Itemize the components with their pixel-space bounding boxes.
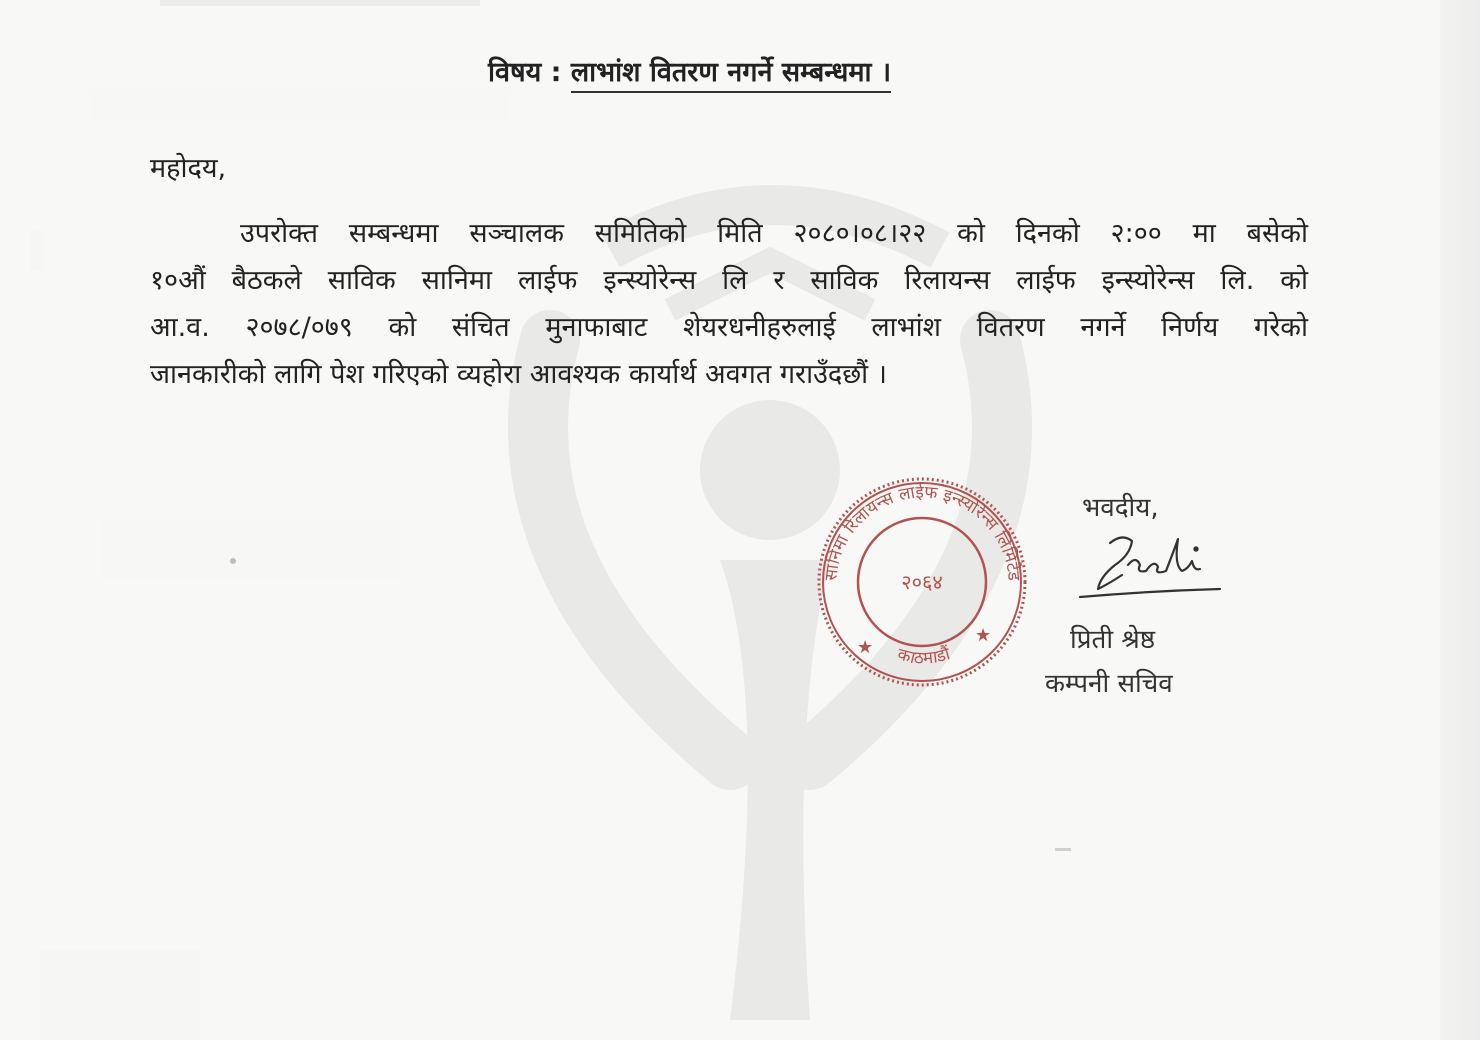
stamp-ring-text: सानिमा रिलायन्स लाईफ इन्स्योरेन्स लिमिटेड (821, 482, 1024, 582)
stamp-star-left: ★ (857, 637, 874, 658)
handwritten-signature (1070, 525, 1230, 605)
body-line-1: उपरोक्त सम्बन्धमा सञ्चालक समितिको मिति २०८०।०८।२२ को दिनको २:०० मा बसेको (240, 218, 1308, 249)
company-seal-stamp (815, 475, 1030, 690)
letter-subject (488, 52, 891, 89)
salutation: महोदय, (150, 153, 227, 184)
subject-label: विषय : (488, 57, 562, 88)
signer-title: कम्पनी सचिव (1045, 669, 1173, 699)
stamp-star-right: ★ (975, 625, 992, 646)
body-line-3: आ.व. २०७८/०७९ को संचित मुनाफाबाट शेयरधनीहरुलाई लाभांश वितरण नगर्ने निर्णय गरेको (150, 312, 1308, 343)
subject-text: लाभांश वितरण नगर्ने सम्बन्धमा । (571, 57, 891, 93)
stamp-city: काठमाडौं (895, 644, 953, 669)
body-line-2: १०औं बैठकले साविक सानिमा लाईफ इन्स्योरेन्स लि र साविक रिलायन्स लाईफ इन्स्योरेन्स लि. को (150, 265, 1308, 296)
closing: भवदीय, (1082, 493, 1159, 523)
signer-name: प्रिती श्रेष्ठ (1070, 625, 1156, 655)
page-edge-shadow (1440, 0, 1480, 1040)
body-line-4: जानकारीको लागि पेश गरिएको व्यहोरा आवश्यक कार्यार्थ अवगत गराउँदछौं । (150, 359, 887, 390)
letter-body (150, 210, 1308, 398)
stamp-year: २०६४ (901, 570, 943, 594)
